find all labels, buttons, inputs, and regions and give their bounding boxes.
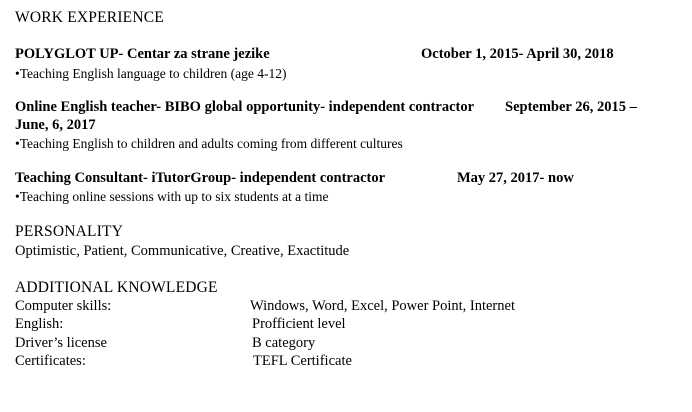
resume-page: [15, 0, 685, 412]
job-dates: September 26, 2015 –: [505, 99, 637, 115]
knowledge-value: TEFL Certificate: [253, 353, 352, 369]
job-bullet: •Teaching English to children and adults coming from different cultures: [15, 136, 403, 151]
job-bullet: •Teaching online sessions with up to six students at a time: [15, 189, 329, 204]
job-bullet: •Teaching English language to children (age 4-12): [15, 66, 287, 81]
job-title: POLYGLOT UP- Centar za strane jezike: [15, 46, 270, 62]
additional-knowledge-heading: ADDITIONAL KNOWLEDGE: [15, 279, 218, 296]
job-dates: May 27, 2017- now: [457, 170, 574, 186]
work-experience-heading: WORK EXPERIENCE: [15, 9, 164, 26]
personality-text: Optimistic, Patient, Communicative, Creative, Exactitude: [15, 243, 350, 259]
knowledge-value: B category: [252, 335, 316, 351]
job-title: Teaching Consultant- iTutorGroup- independent contractor: [15, 170, 386, 186]
knowledge-label: Certificates:: [15, 353, 86, 369]
job-title: Online English teacher- BIBO global opportunity- independent contractor: [15, 99, 475, 115]
job-dates-continued: June, 6, 2017: [15, 117, 96, 133]
knowledge-value: Profficient level: [252, 316, 346, 332]
personality-heading: PERSONALITY: [15, 223, 124, 240]
job-dates: October 1, 2015- April 30, 2018: [421, 46, 614, 62]
knowledge-value: Windows, Word, Excel, Power Point, Internet: [250, 298, 515, 314]
knowledge-label: English:: [15, 316, 64, 332]
knowledge-label: Computer skills:: [15, 298, 112, 314]
knowledge-label: Driver’s license: [15, 335, 107, 351]
